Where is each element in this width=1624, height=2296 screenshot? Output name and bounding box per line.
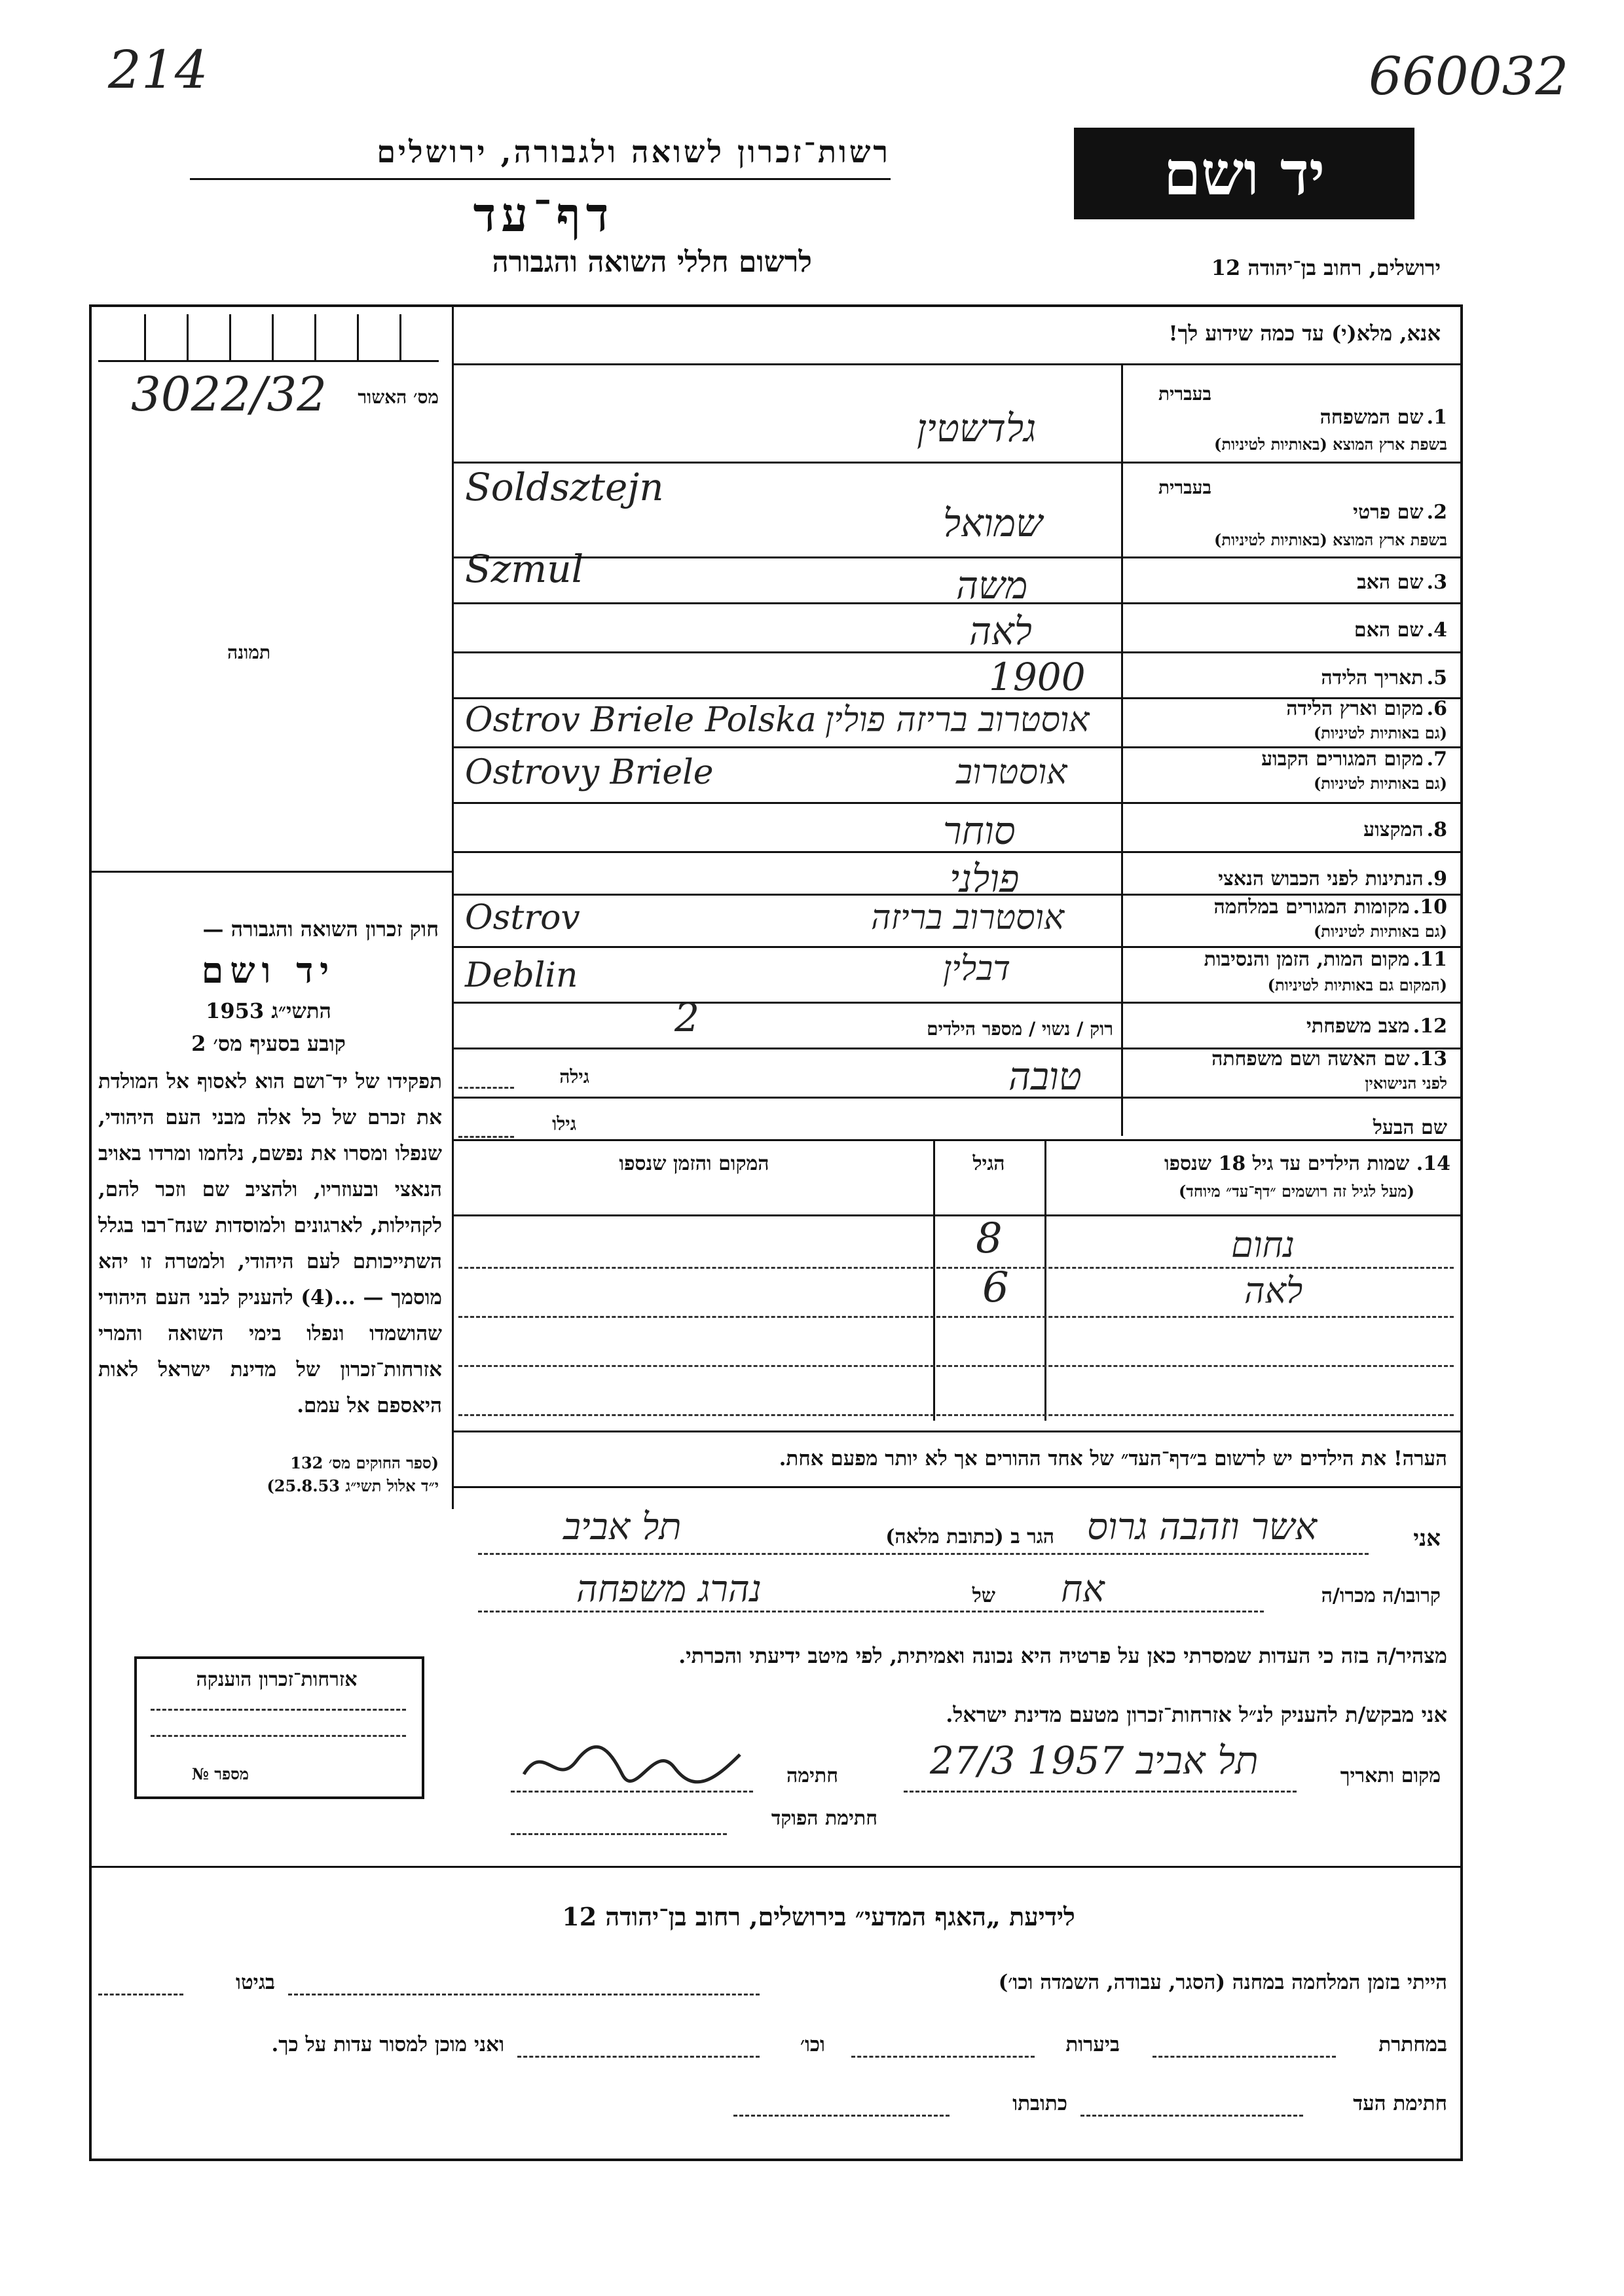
footer-witness-signature-label: חתימת העד [1353,2092,1447,2115]
doc-subtitle: לרשום חללי השואה והגבורה [492,246,812,279]
husband-age-rule [458,1136,514,1138]
corner-number-right: 660032 [1369,46,1569,107]
footer-title: לידיעת „האגף המדעי״ בירושלים, רחוב בן־יהודה 12 [562,1902,1075,1931]
field-4-number: 4. [1426,619,1447,642]
decl-resides-label: הגר ב (כתובת מלאה) [885,1525,1054,1548]
row-divider [452,462,1460,464]
field-13-number: 13. [1412,1048,1447,1070]
field-2-label [1126,501,1447,524]
footer-ghetto-rule [98,1994,183,1995]
husband-age-label: גילו [552,1113,576,1135]
footer-willing-label: ואני מוכן למסור עדות על כך. [271,2033,504,2056]
field-13-title: שם האשה ושם משפחתה [1211,1048,1410,1070]
footer-underground-rule [1153,2056,1336,2058]
decl-official-label: חתימת הפוקד [771,1807,877,1830]
field-3-number: 3. [1426,571,1447,594]
children-count-value: 2 [674,995,700,1041]
field-10-value-he: אוסטרוב בריזה [871,898,1065,938]
field-13-sub: לפני הנישואין [1365,1074,1447,1093]
corner-number-left: 214 [108,39,208,100]
decl-name-rule [478,1553,1369,1555]
children-age-left [933,1139,935,1421]
footer-address-rule [733,2115,950,2117]
child-1-age: 8 [976,1214,1003,1263]
field-11-number: 11. [1412,948,1447,971]
field-5-value: 1900 [989,655,1086,699]
field-7-label [1126,748,1447,771]
field-2-sub: בשפת ארץ המוצא (באותיות לטיניות) [1214,530,1447,549]
field-8-value-he: סוחר [943,809,1016,853]
doc-title: דף־עד [473,187,614,242]
left-panel-divider [452,304,454,1509]
field-11-label [1126,948,1447,971]
child-2-name: לאה [1244,1270,1303,1311]
field-3-label [1126,571,1447,594]
citizenship-title: אזרחות־זכרון הוענקה [196,1668,358,1691]
field-13-value-he: טובה [1008,1054,1082,1099]
decl-name-value: אשר וזהבה גרוס [1087,1506,1318,1548]
field-8-number: 8. [1426,818,1447,841]
approval-label: מס׳ האשור [358,386,439,408]
instruction: אנא, מלא(י) עד כמה שידוע לך! [1168,321,1441,346]
field-6-value-latin: Ostrov Briele Polska [465,701,817,740]
decl-i-label: אני [1413,1525,1441,1552]
law-name: יד ושם [201,949,336,991]
field-7-title: מקום המגורים הקבוע [1261,748,1424,771]
field-12-title: מצב משפחתי [1306,1015,1410,1038]
footer-ghetto-label: בגיטו [236,1971,275,1994]
field-3-title: שם האב [1357,571,1424,594]
field-1-value-latin: Soldsztejn [465,465,664,509]
decl-official-rule [511,1833,727,1835]
citizenship-rule [151,1735,406,1737]
field-11-sub: (המקום גם באותיות לטיניות) [1267,975,1447,994]
field-9-value-he: פולני [950,856,1020,901]
field-9-number: 9. [1426,867,1447,890]
field-6-label [1126,697,1447,720]
children-bottom [452,1430,1460,1432]
law-year: התשי״ג 1953 [206,998,331,1023]
field-1-value-he: גלדשטין [917,406,1037,450]
field-1-title: שם המשפחה [1320,406,1424,429]
decl-signature [517,1735,747,1803]
footer-witness-signature-rule [1080,2115,1303,2117]
approval-value: 3022/32 [131,367,327,422]
signature-scribble [517,1735,747,1794]
field-10-number: 10. [1412,896,1447,919]
field-1-sub: בשפת ארץ המוצא (באותיות לטיניות) [1214,435,1447,454]
row-divider [452,802,1460,804]
approval-box-row [98,314,439,362]
field-9-title: הנתינות לפני הכבוש הנאצי [1218,867,1424,890]
field-4-title: שם האם [1354,619,1424,642]
child-1-name: נחום [1231,1224,1295,1266]
decl-signature-rule [511,1791,753,1793]
wife-age-rule [458,1087,514,1089]
children-row-rule [458,1365,1454,1367]
field-8-label [1126,818,1447,841]
field-2-number: 2. [1426,501,1447,524]
children-age-right [1044,1139,1046,1421]
children-row-rule [458,1267,1454,1269]
marital-options: רוק / נשוי / מספר הילדים [927,1018,1113,1040]
children-row-rule [458,1414,1454,1416]
decl-place-date-value: תל אביב 1957 27/3 [930,1738,1259,1783]
field-10-sub: (גם באותיות לטיניות) [1313,922,1447,941]
children-place-header: המקום והזמן שנספו [619,1152,769,1175]
law-text: תפקידו של יד־ושם הוא לאסוף אל המולדת את זכרם של כל אלה מבני העם היהודי, שנפלו ומסרו את נפשם, נלחמו ומרדו באויב הנאצי ובעוזריו, ולהציב שם וזכר להם, לקהילות, לארגונים ולמוסדות שנח־רבו בגלל השתייכותם לעם היהודי, ולמטרה זו יהא מוסמך — ...(4) להעניק לבני העם היהודי שהושמדו ונפלו בימי השואה והמרי אזרחות־זכרון של מדינת ישראל לאות היאספם אל עמם. [98,1070,442,1417]
children-title: 14. שמות הילדים עד גיל 18 שנספו [1164,1152,1450,1175]
decl-place-date-rule [904,1791,1297,1793]
field-2-value-he: שמואל [943,501,1043,545]
footer-address-label: כתובתו [1012,2092,1067,2115]
children-header-divider [452,1214,1460,1216]
footer-forests-label: ביערות [1065,2033,1120,2056]
children-age-header: הגיל [972,1152,1005,1175]
labels-divider [1121,363,1123,1136]
decl-relative-label: קרובו/ה מכרו/ה [1321,1584,1441,1607]
authority-title: רשות־זכרון לשואה ולגבורה, ירושלים [377,134,891,170]
field-7-value-he: אוסטרוב [956,753,1067,792]
decl-of-label: של [972,1584,995,1607]
field-13-label [1126,1048,1447,1070]
footer-underground-label: במחתרת [1378,2033,1447,2056]
footer-forests-rule [851,2056,1035,2058]
footer-camp-label: הייתי בזמן המלחמה במחנה (הסגר, עבודה, השמדה וכו׳) [998,1971,1447,1994]
row-divider [452,851,1460,853]
row-divider [452,1139,1460,1141]
field-1-label [1126,406,1447,429]
field-12-label [1126,1015,1447,1038]
law-reference-2: י״ד אלול תשי״ג 25.8.53) [267,1476,439,1495]
footer-etc-rule [517,2056,760,2058]
row-divider [452,1097,1460,1099]
decl-relative-rule [478,1611,1264,1613]
decl-signature-label: חתימה [786,1764,838,1787]
field-1-number: 1. [1426,406,1447,429]
decl-of-value: נהרג משפחה [576,1568,762,1611]
field-5-number: 5. [1426,666,1447,689]
row-divider [452,556,1460,558]
field-1-lang: בעברית [1158,383,1211,405]
law-clause: קובע בסעיף מס׳ 2 [191,1031,346,1056]
field-10-value-latin: Ostrov [465,898,580,938]
field-3-value-he: משה [956,563,1028,608]
footer-divider [89,1866,1460,1868]
field-7-sub: (גם באותיות לטיניות) [1313,774,1447,793]
decl-request: אני מבקש/ת להעניק לנ״ל אזרחות־זכרון מטעם מדינת ישראל. [946,1702,1447,1727]
field-10-label [1126,896,1447,919]
row-divider [452,602,1460,604]
logo: יד ושם [1074,128,1414,219]
footer-etc-label: וכו׳ [800,2033,825,2056]
field-12-number: 12. [1412,1015,1447,1038]
field-8-title: המקצוע [1363,818,1424,841]
decl-place-date-label: מקום ותאריך [1340,1764,1441,1787]
decl-relation-value: אח [1061,1568,1105,1611]
field-6-title: מקום וארץ הלידה [1286,697,1424,720]
field-4-value-he: לאה [969,609,1032,653]
photo-label: תמונה [227,642,271,663]
address: ירושלים, רחוב בן־יהודה 12 [1211,255,1441,280]
field-4-label [1126,619,1447,642]
field-2-lang: בעברית [1158,477,1211,498]
citizenship-rule [151,1709,406,1711]
field-7-value-latin: Ostrovy Briele [465,753,714,792]
children-sub: (מעל לגיל זה רושמים ״דף־עד״ מיוחד) [1178,1182,1414,1201]
field-10-title: מקומות המגורים במלחמה [1213,896,1410,919]
field-7-number: 7. [1426,748,1447,771]
note-divider [452,1486,1460,1488]
field-2-title: שם פרטי [1353,501,1424,524]
child-2-age: 6 [982,1264,1009,1312]
husband-label [1126,1116,1447,1139]
field-2-value-latin: Szmul [465,547,584,591]
row-divider [452,1002,1460,1004]
photo-divider [89,871,453,873]
field-6-sub: (גם באותיות לטיניות) [1313,723,1447,742]
wife-age-label: גילה [559,1066,589,1087]
decl-statement: מצהיר/ה בזה כי העדות שמסרתי כאן על פרטיה היא נכונה ואמיתית, לפי מיטב ידיעתי והכרתי. [678,1643,1447,1668]
row-divider [452,651,1460,653]
field-6-number: 6. [1426,697,1447,720]
citizenship-number: מספר № [191,1764,249,1783]
authority-underline [190,178,891,180]
field-5-title: תאריך הלידה [1321,666,1424,689]
field-11-title: מקום המות, הזמן והנסיבות [1204,948,1410,971]
field-11-value-latin: Deblin [465,956,578,995]
field-5-label [1126,666,1447,689]
children-row-rule [458,1316,1454,1318]
field-6-value-he: אוסטרוב בריזה פולין [825,701,1090,740]
footer-camp-rule [288,1994,760,1995]
decl-address-value: תל אביב [563,1506,682,1548]
instruction-divider [452,363,1460,365]
law-reference-1: (ספר החוקים מס׳ 132 [290,1453,439,1472]
children-note: הערה! את הילדים יש לרשום ב״דף־העד״ של אחד ההורים אך לא יותר מפעם אחת. [779,1447,1447,1470]
husband-title: שם הבעל [1373,1116,1447,1139]
field-9-label [1126,867,1447,890]
law-title: חוק זכרון השואה והגבורה — [202,917,439,941]
field-11-value-he: דבלין [943,949,1011,989]
